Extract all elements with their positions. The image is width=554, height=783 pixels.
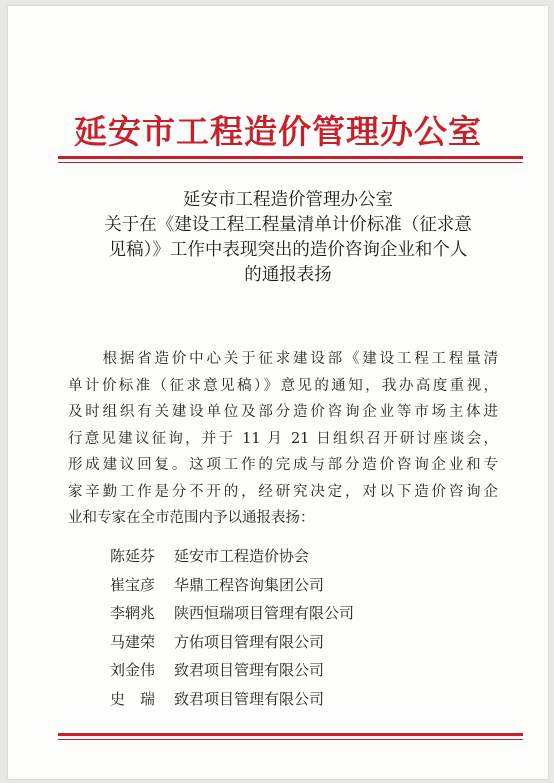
header-rule-thin: [58, 162, 523, 163]
body-paragraph: [68, 346, 498, 532]
honoree-org: 华鼎工程咨询集团公司: [174, 575, 325, 594]
red-header-org-name: 延安市工程造价管理办公室: [74, 112, 482, 151]
title-line-2: 关于在《建设工程工程量清单计价标准（征求意: [104, 215, 472, 235]
honoree-name: 史 瑞: [110, 689, 156, 708]
title-line-1: 延安市工程造价管理办公室: [183, 190, 393, 210]
honoree-name: 刘金伟: [110, 661, 156, 679]
honoree-row: [110, 656, 354, 685]
body-line-2: 单计价标准（征求意见稿）》意见的通知，我办高度重视，: [68, 377, 498, 394]
honoree-org: 致君项目管理有限公司: [174, 661, 325, 679]
honoree-row: [110, 571, 354, 600]
footer-rule-thin: [58, 739, 523, 740]
title-line-3: 见稿）》工作中表现突出的造价咨询企业和个人: [108, 240, 468, 260]
honoree-row: [110, 542, 354, 571]
honoree-list: [110, 542, 354, 713]
body-line-5: 形成建议回复。这项工作的完成与部分造价咨询企业和专: [68, 457, 498, 473]
title-line-4: 的通报表扬: [244, 265, 332, 285]
honoree-name: 马建荣: [110, 632, 156, 651]
honoree-row: [110, 599, 354, 628]
body-line-1: 根据省造价中心关于征求建设部《建设工程工程量清: [68, 351, 498, 367]
header-rule-thick: [58, 156, 523, 159]
honoree-row: [110, 685, 354, 714]
document-title: [68, 188, 508, 288]
honoree-row: [110, 628, 354, 657]
body-line-7: 业和专家在全市范围内予以通报表扬：: [68, 510, 315, 526]
honoree-org: 陕西恒瑞项目管理有限公司: [174, 604, 355, 622]
honoree-name: 陈延芬: [110, 547, 156, 565]
honoree-org: 致君项目管理有限公司: [174, 689, 325, 708]
body-line-6: 家辛勤工作是分不开的，经研究决定，对以下造价咨询企: [68, 483, 498, 500]
document-page: [8, 6, 548, 779]
honoree-name: 崔宝彦: [110, 575, 156, 594]
footer-rule-thick: [58, 733, 523, 736]
body-line-4: 行意见建议征询，并于 11 月 21 日组织召开研讨座谈会，: [68, 430, 498, 447]
body-line-3: 及时组织有关建设单位及部分造价咨询企业等市场主体进: [68, 404, 498, 420]
honoree-org: 延安市工程造价协会: [174, 547, 310, 565]
honoree-name: 李辋兆: [110, 604, 156, 622]
honoree-org: 方佑项目管理有限公司: [174, 632, 325, 651]
